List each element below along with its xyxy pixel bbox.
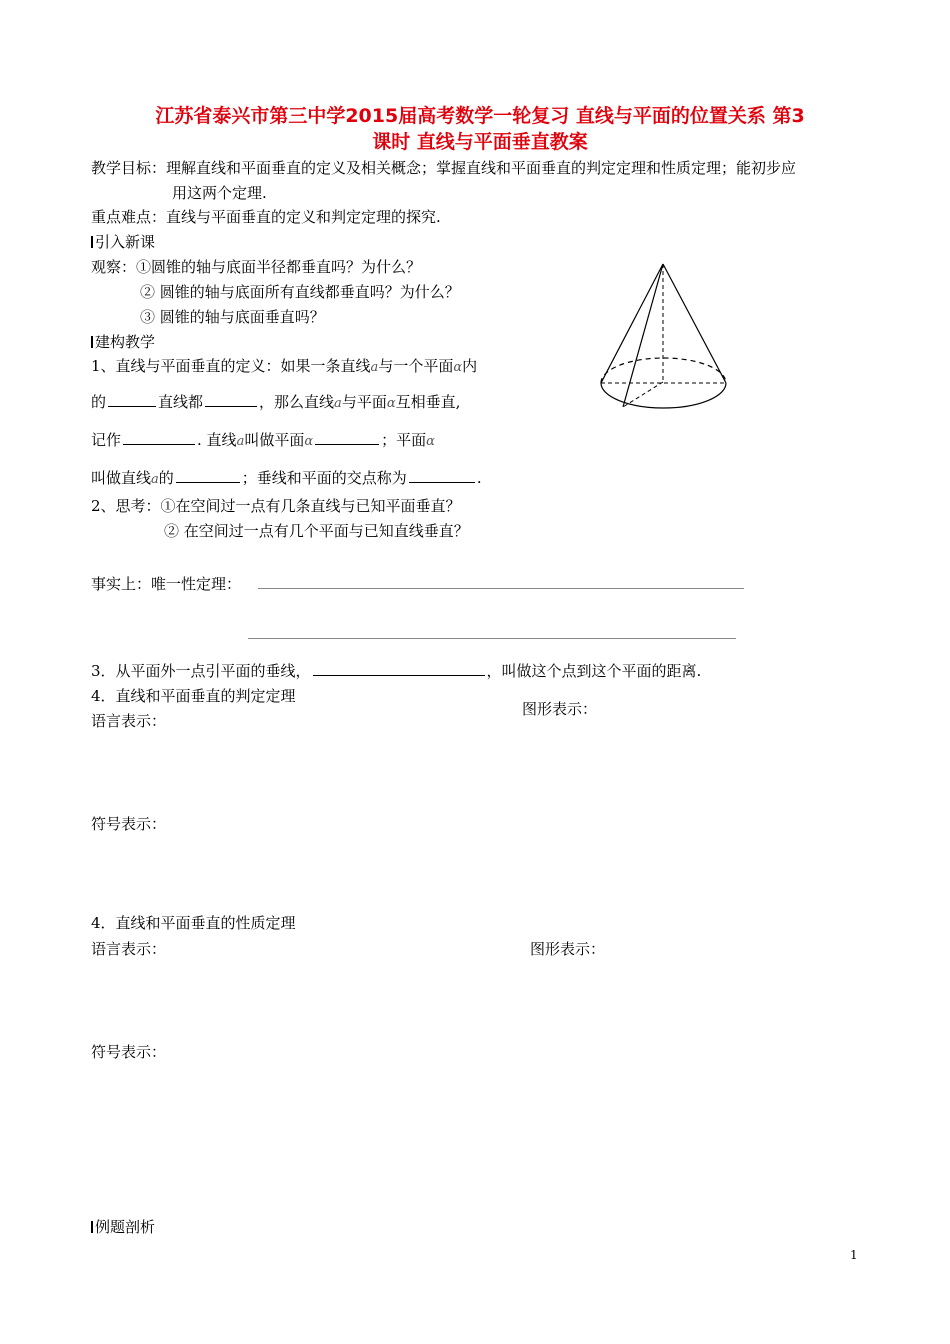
blank-field[interactable] <box>108 392 156 407</box>
definition-line-4: 叫做直线a的 ；垂线和平面的交点称为 . <box>91 469 482 487</box>
definition-line-2: 的 直线都 ，那么直线a与平面α互相垂直, <box>91 393 461 411</box>
cone-base-front <box>601 383 726 408</box>
blank-field[interactable] <box>205 392 257 407</box>
blank-field[interactable] <box>409 468 475 483</box>
figure-label-2: 图形表示： <box>530 940 606 958</box>
teaching-goals: 教学目标：理解直线和平面垂直的定义及相关概念；掌握直线和平面垂直的判定定理和性质定理；能初步应 <box>91 159 797 177</box>
figure-label-1: 图形表示： <box>522 700 598 718</box>
observe-q2: ② 圆锥的轴与底面所有直线都垂直吗？为什么？ <box>140 283 460 301</box>
section-marker-icon <box>91 1221 93 1233</box>
language-label-2: 语言表示： <box>91 940 167 958</box>
cone-diagram <box>595 258 735 423</box>
section-marker-icon <box>91 336 93 348</box>
symbol-label-1: 符号表示： <box>91 815 167 833</box>
page-number: 1 <box>850 1248 858 1262</box>
answer-line <box>248 638 736 639</box>
property-theorem-heading: 4．直线和平面垂直的性质定理 <box>91 914 296 932</box>
observe-q1: 观察：①圆锥的轴与底面半径都垂直吗？为什么？ <box>91 258 422 276</box>
key-points: 重点难点：直线与平面垂直的定义和判定定理的探究. <box>91 208 441 226</box>
item-3-distance: 3．从平面外一点引平面的垂线， ，叫做这个点到这个平面的距离. <box>91 662 702 680</box>
observe-q3: ③ 圆锥的轴与底面垂直吗？ <box>140 308 325 326</box>
answer-line <box>258 588 744 589</box>
definition-line-3: 记作 . 直线a叫做平面α ；平面α <box>91 431 435 449</box>
section-marker-icon <box>91 236 93 248</box>
section-heading-intro: 引入新课 <box>91 232 155 252</box>
criterion-theorem-heading: 4．直线和平面垂直的判定定理 <box>91 687 296 705</box>
section-heading-construct: 建构教学 <box>91 332 155 352</box>
cone-generatrix <box>623 264 663 407</box>
blank-field[interactable] <box>313 661 485 676</box>
definition-line-1: 1、直线与平面垂直的定义：如果一条直线a与一个平面α内 <box>91 357 478 375</box>
document-title-line-2: 课时 直线与平面垂直教案 <box>372 131 588 153</box>
uniqueness-theorem-label: 事实上：唯一性定理： <box>91 575 242 593</box>
document-title-line-1: 江苏省泰兴市第三中学2015届高考数学一轮复习 直线与平面的位置关系 第3 <box>155 105 805 127</box>
blank-field[interactable] <box>176 468 240 483</box>
symbol-label-2: 符号表示： <box>91 1043 167 1061</box>
section-heading-examples: 例题剖析 <box>91 1217 155 1237</box>
think-q2: ② 在空间过一点有几个平面与已知直线垂直？ <box>164 522 469 540</box>
blank-field[interactable] <box>123 430 195 445</box>
cone-slant-right <box>663 264 726 383</box>
blank-field[interactable] <box>315 430 379 445</box>
cone-slant-left <box>601 264 663 383</box>
teaching-goals-cont: 用这两个定理. <box>172 184 267 202</box>
language-label-1: 语言表示： <box>91 712 167 730</box>
think-q1: 2、思考：①在空间过一点有几条直线与已知平面垂直？ <box>91 497 461 515</box>
